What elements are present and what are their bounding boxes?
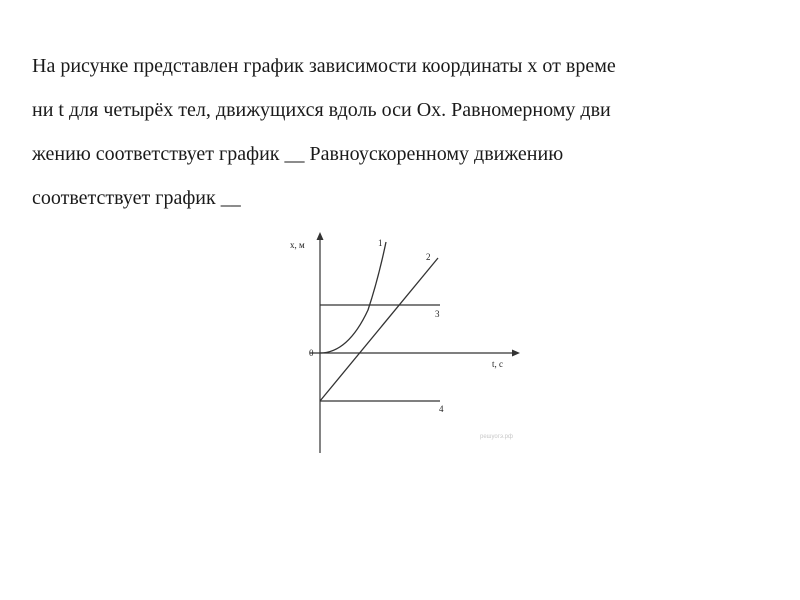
curve-label-2: 2 — [426, 252, 431, 262]
graph-line-2 — [320, 258, 438, 401]
y-axis-arrow — [317, 232, 324, 240]
curve-label-3: 3 — [435, 309, 440, 319]
problem-line-2: ни t для четырёх тел, движущихся вдоль оси Ox. Равномерному дви — [32, 99, 611, 121]
coordinate-time-graph — [280, 228, 540, 458]
curve-label-4: 4 — [439, 404, 444, 414]
graph-curve-1 — [320, 242, 386, 353]
problem-text — [32, 44, 752, 220]
graph-svg — [280, 228, 540, 458]
watermark: решуогэ.рф — [480, 434, 513, 440]
curve-label-1: 1 — [378, 238, 383, 248]
x-axis-label: t, c — [492, 359, 503, 369]
origin-label: 0 — [309, 348, 314, 358]
problem-line-4: соответствует график __ — [32, 187, 241, 209]
problem-line-3: жению соответствует график __ Равноускоренному движению — [32, 143, 564, 165]
problem-line-1: На рисунке представлен график зависимости координаты x от време — [32, 55, 616, 77]
x-axis-arrow — [512, 350, 520, 357]
y-axis-label: x, м — [290, 240, 305, 250]
